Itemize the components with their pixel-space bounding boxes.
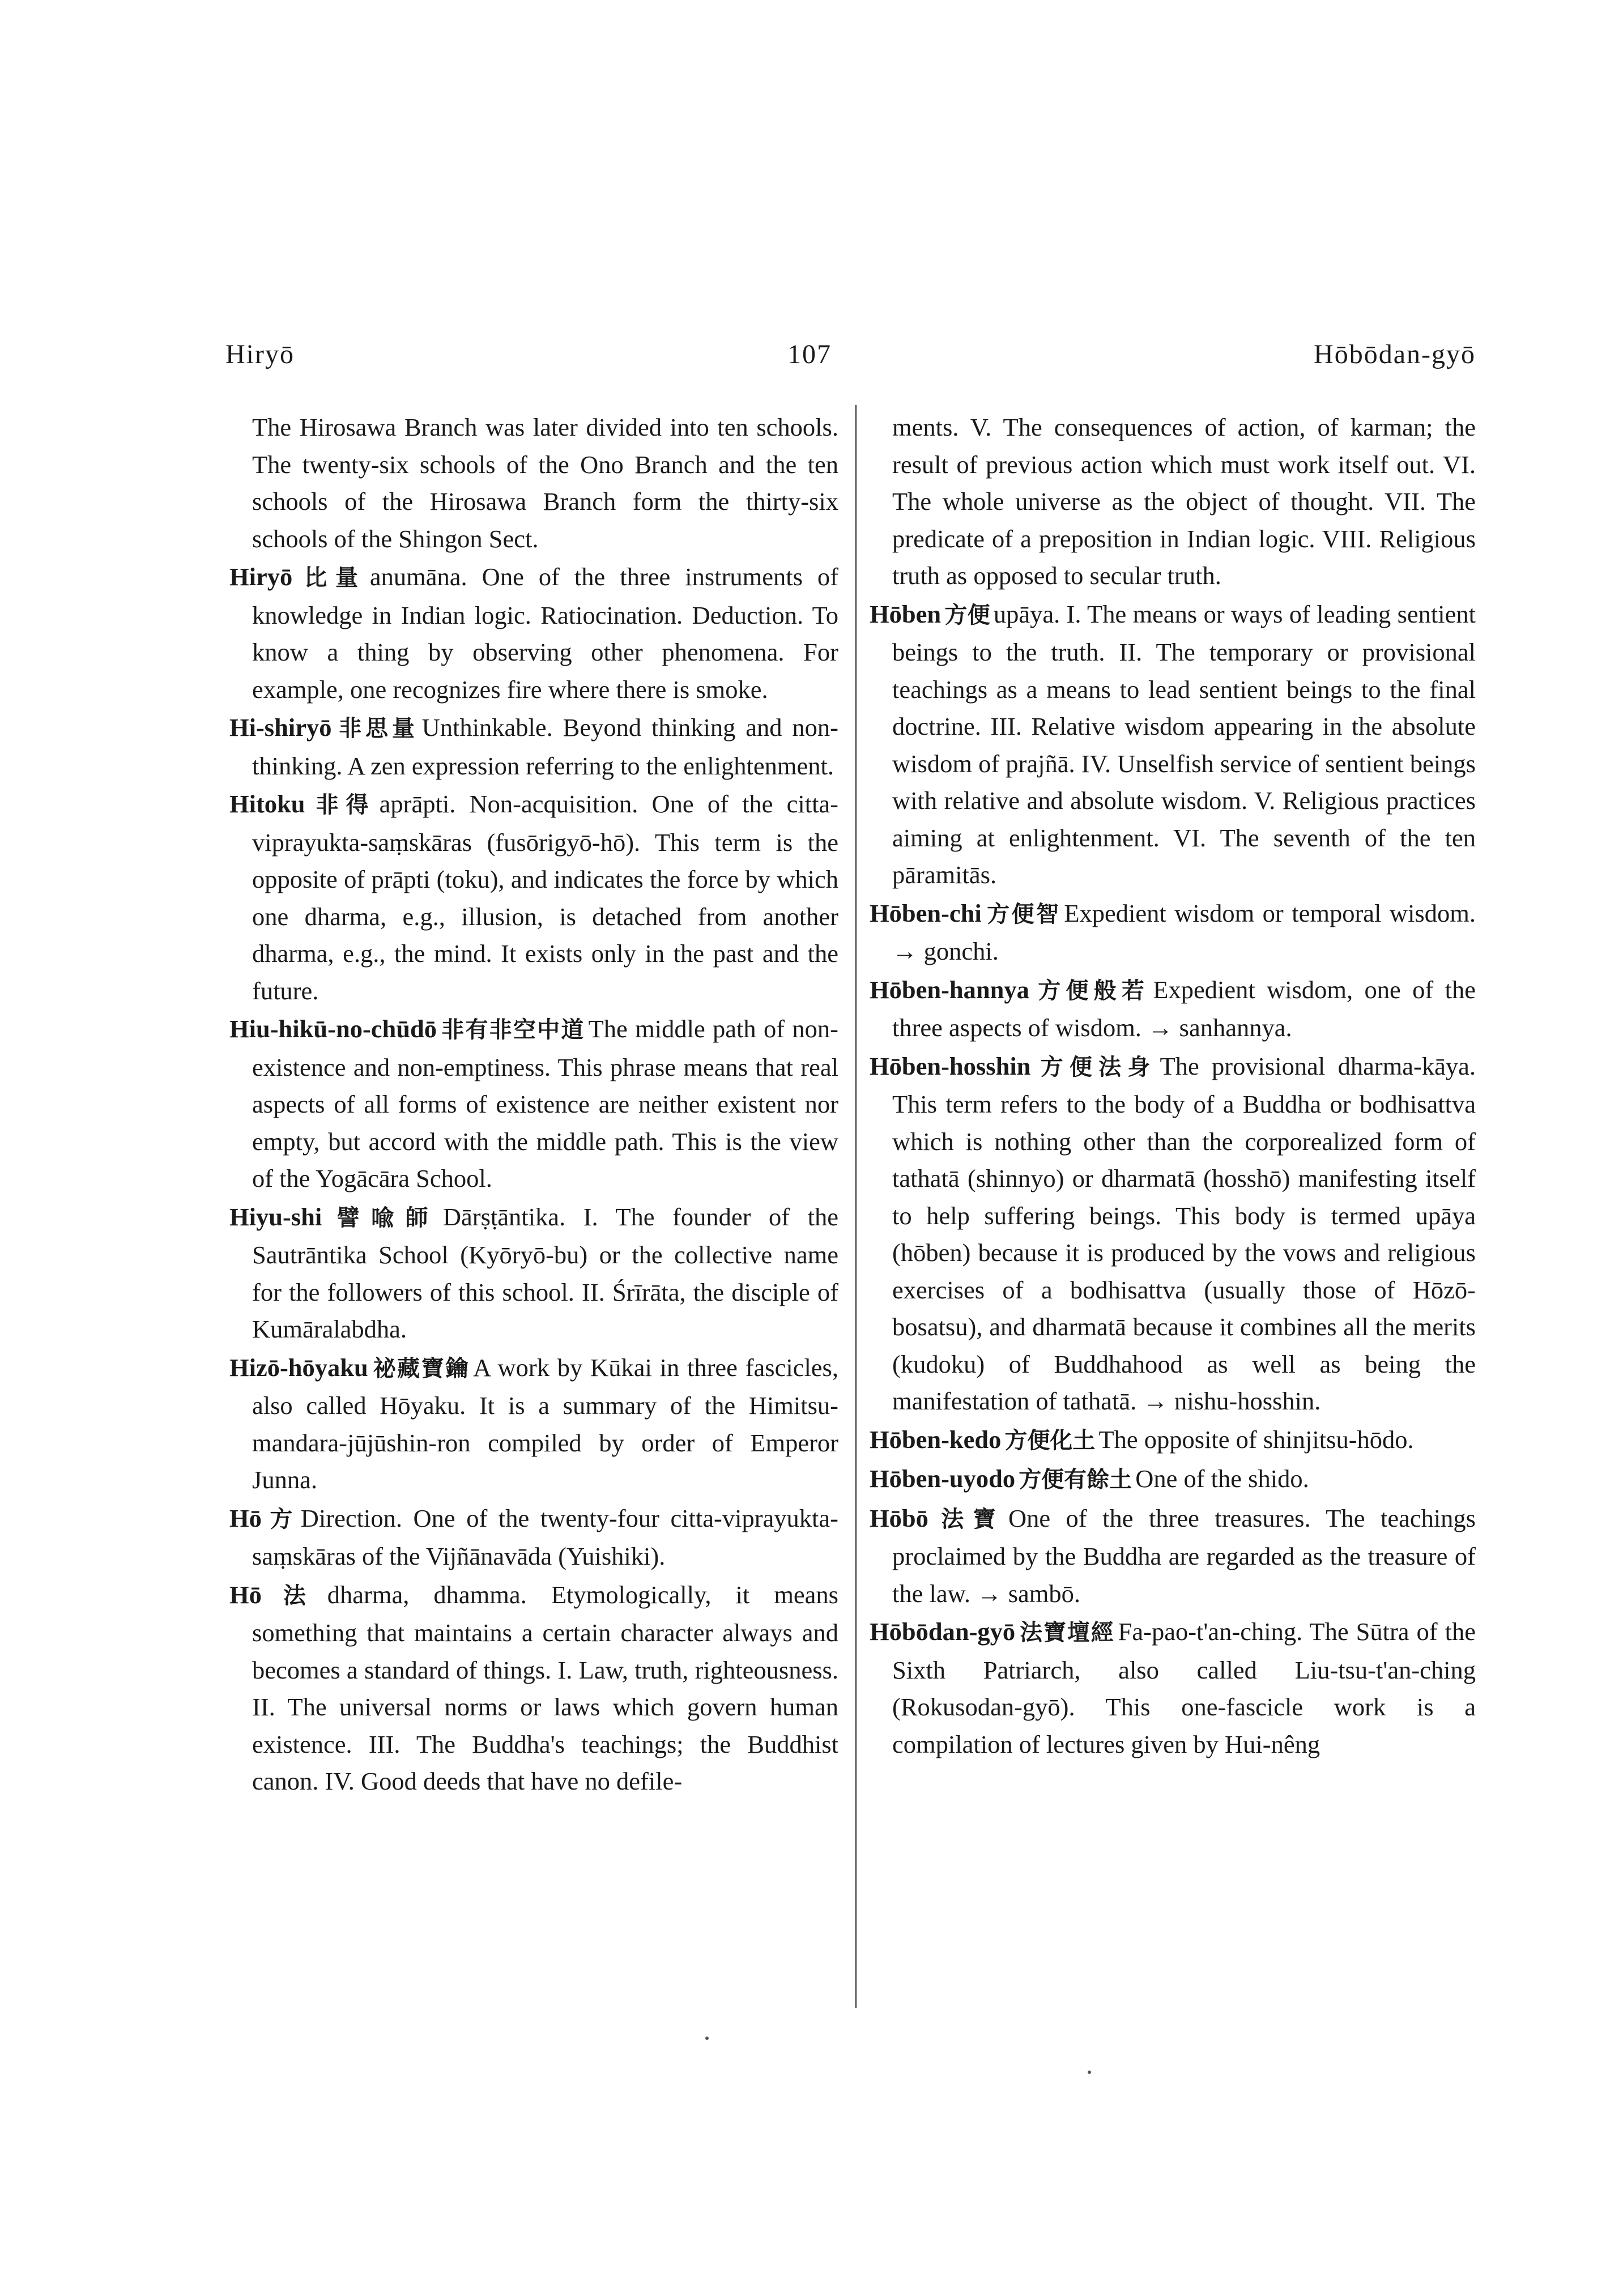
dictionary-entry (229, 709, 838, 785)
dictionary-entry (229, 786, 838, 1009)
entry-term: Hōbō (870, 1503, 928, 1532)
entry-definition: The provisional dharma-kāya. This term refers to the body of a Buddha or bodhisattva which is nothing other than the corporealized form of tathatā (shinnyo) or dharmatā (hosshō) manifesting itself to help suffering beings. This body is termed upāya (hōben) because it is produced by the vows and religious exercises of a bodhisattva (usually those of Hōzō-bosatsu), and dharmatā because it combines all the merits (kudoku) of Buddhahood as well as being the manifestation of tathatā. → nishu-hosshin. (892, 1051, 1476, 1415)
running-head-right: Hōbōdan-gyō (1314, 339, 1476, 369)
entry-term: Hōben-kedo (870, 1425, 1002, 1454)
dictionary-entry (870, 596, 1476, 894)
entry-term: Hizō-hōyaku (229, 1353, 368, 1382)
entry-term: Hi-shiryō (229, 713, 332, 742)
entry-kanji: 方便有餘土 (1019, 1467, 1132, 1493)
continuation-text: ments. V. The consequences of action, of karman; the result of previous action which must work itself out. VI. The whole universe as the object of thought. VII. The predicate of a preposition in Indian logic. VIII. Religious truth as opposed to secular truth. (892, 413, 1476, 590)
entry-definition: anumāna. One of the three instruments of knowledge in Indian logic. Ratiocination. Deduction. To know a thing by observing other phenomena. For example, one recognizes fire where there is smoke. (252, 563, 839, 704)
dictionary-entry (870, 1460, 1476, 1499)
dictionary-entry (229, 1349, 838, 1499)
scan-speck (1088, 2071, 1091, 2074)
entry-definition: Fa-pao-t'an-ching. The Sūtra of the Sixth Patriarch, also called Liu-tsu-t'an-ching (Rokusodan-gyō). This one-fascicle work is a compilation of lectures given by Hui-nêng (892, 1617, 1476, 1758)
entry-definition: The middle path of non-existence and non-emptiness. This phrase means that real aspects of all forms of existence are neither existent nor empty, but accord with the middle path. This is the view of the Yogācāra School. (252, 1015, 839, 1192)
entry-kanji: 方 (265, 1506, 297, 1532)
entry-term: Hō (229, 1503, 262, 1532)
entry-kanji: 譬喩師 (325, 1204, 440, 1231)
dictionary-entry (870, 895, 1476, 970)
entry-term: Hōben-hannya (870, 975, 1029, 1004)
entry-term: Hōben-uyodo (870, 1464, 1016, 1493)
entry-definition: One of the three treasures. The teachings proclaimed by the Buddha are regarded as the treasure of the law. → sambō. (892, 1503, 1476, 1608)
right-column (870, 409, 1476, 1764)
column-divider (855, 405, 857, 2008)
entry-kanji: 比量 (296, 565, 367, 591)
entry-term: Hitoku (229, 790, 305, 818)
entry-definition: The opposite of shinjitsu-hōdo. (1098, 1425, 1414, 1454)
entry-kanji: 方便智 (985, 901, 1061, 927)
entry-definition: A work by Kūkai in three fascicles, also called Hōyaku. It is a summary of the Himitsu-mandara-jūjūshin-ron compiled by order of Emperor Junna. (252, 1353, 839, 1494)
dictionary-entry (229, 1500, 838, 1575)
dictionary-entry (229, 559, 838, 708)
entry-kanji: 方便法身 (1034, 1054, 1157, 1080)
running-head-left: Hiryō (225, 339, 295, 369)
entry-term: Hōbōdan-gyō (870, 1617, 1016, 1646)
dictionary-entry (870, 1500, 1476, 1613)
entry-kanji: 祕藏寶鑰 (371, 1355, 470, 1382)
entry-kanji: 非得 (308, 792, 376, 818)
dictionary-entry (229, 1577, 838, 1800)
entry-definition: aprāpti. Non-acquisition. One of the citta-viprayukta-saṃskāras (fusōrigyō-hō). This term is the opposite of prāpti (toku), and indicates the force by which one dharma, e.g., illusion, is detached from another dharma, e.g., the mind. It exists only in the past and the future. (252, 790, 839, 1005)
dictionary-entry (870, 972, 1476, 1047)
entry-term: Hiyu-shi (229, 1202, 322, 1231)
entry-kanji: 非有非空中道 (440, 1017, 585, 1043)
entry-definition: One of the shido. (1135, 1464, 1309, 1493)
continuation-text: The Hirosawa Branch was later divided into ten schools. The twenty-six schools of the Ono Branch and the ten schools of the Hirosawa Branch form the thirty-six schools of the Shingon Sect. (252, 413, 838, 553)
page-number: 107 (787, 339, 832, 369)
scan-speck (705, 2037, 709, 2040)
entry-term: Hiryō (229, 563, 293, 591)
dictionary-entry (229, 1199, 838, 1348)
entry-kanji: 非思量 (335, 715, 419, 742)
entry-term: Hōben-chi (870, 898, 982, 927)
dictionary-entry (229, 1011, 838, 1198)
entry-kanji: 方便 (944, 602, 990, 628)
dictionary-entry (870, 1613, 1476, 1763)
entry-kanji: 法 (265, 1582, 324, 1609)
entry-definition: Expedient wisdom, one of the three aspects of wisdom. → sanhannya. (892, 975, 1476, 1042)
dictionary-entry (870, 1048, 1476, 1420)
entry-term: Hō (229, 1580, 262, 1609)
entry-definition: upāya. I. The means or ways of leading sentient beings to the truth. II. The temporary or provisional teachings as a means to lead sentient beings to the final doctrine. III. Relative wisdom appearing in the absolute wisdom of prajñā. IV. Unselfish service of sentient beings with relative and absolute wisdom. V. Religious practices aiming at enlightenment. VI. The seventh of the ten pāramitās. (892, 599, 1476, 889)
entry-kanji: 法寶 (931, 1506, 1005, 1532)
entry-definition: Direction. One of the twenty-four citta-viprayukta-saṃskāras of the Vijñānavāda (Yuishiki). (252, 1503, 838, 1570)
entry-term: Hiu-hikū-no-chūdō (229, 1015, 437, 1043)
left-column (229, 409, 838, 1801)
entry-term: Hōben-hosshin (870, 1051, 1031, 1080)
entry-kanji: 方便般若 (1032, 977, 1150, 1004)
entry-definition: dharma, dhamma. Etymologically, it means something that maintains a certain character always and becomes a standard of things. I. Law, truth, righteousness. II. The universal norms or laws which govern human existence. III. The Buddha's teachings; the Buddhist canon. IV. Good deeds that have no defile- (252, 1580, 838, 1795)
entry-definition: Unthinkable. Beyond thinking and non-thinking. A zen expression referring to the enlightenment. (252, 713, 838, 780)
entry-kanji: 方便化土 (1004, 1427, 1096, 1454)
entry-definition: Expedient wisdom or temporal wisdom. → gonchi. (892, 898, 1476, 965)
entry-term: Hōben (870, 599, 942, 628)
entry-definition: Dārṣṭāntika. I. The founder of the Sautrāntika School (Kyōryō-bu) or the collective name for the followers of this school. II. Śrīrāta, the disciple of Kumāralabdha. (252, 1202, 839, 1343)
dictionary-entry (870, 1421, 1476, 1460)
entry-kanji: 法寶壇經 (1019, 1620, 1115, 1646)
